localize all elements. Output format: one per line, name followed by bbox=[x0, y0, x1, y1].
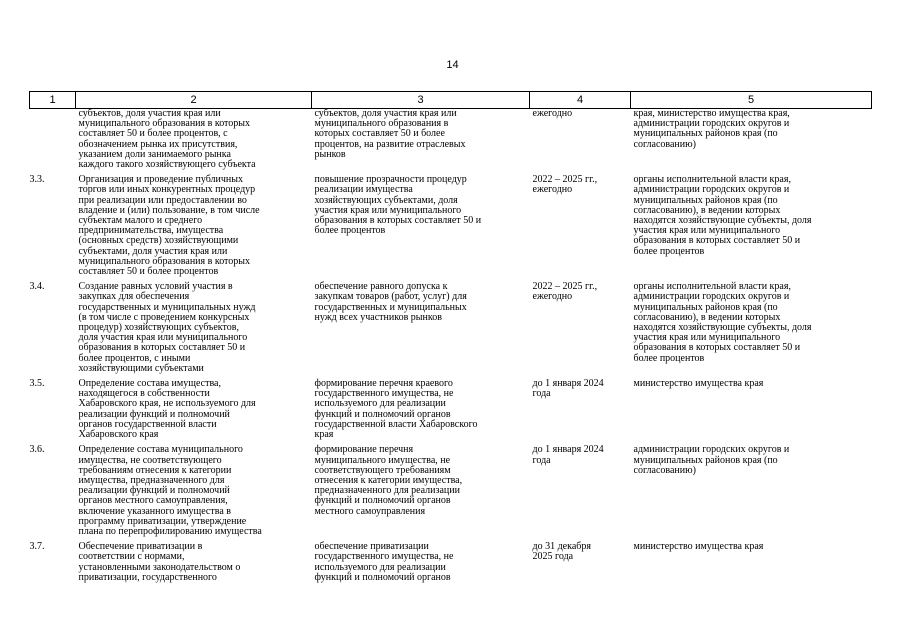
action-cell: Обеспечение приватизации в соответствии с нормами, установленными законодательством о приватизации, государственного bbox=[78, 541, 241, 583]
result-cell: обеспечение равного допуска к закупкам товаров (работ, услуг) для государственных и муниципальных нужд всех участников рынков bbox=[314, 281, 467, 323]
row-number: 3.7. bbox=[29, 541, 45, 553]
table-row bbox=[30, 445, 872, 542]
table-row bbox=[30, 109, 872, 176]
executor-cell: администрации городских округов и муниципальных районов края (по согласованию) bbox=[633, 444, 790, 476]
table-header-row bbox=[30, 92, 872, 109]
table-row bbox=[30, 542, 872, 588]
term-cell: ежегодно bbox=[532, 108, 573, 119]
result-cell: повышение прозрачности процедур реализации имущества хозяйствующих субъектами, доля участия края или муниципального образования в которых составляет 50 и более процентов bbox=[314, 174, 482, 237]
executor-cell: края, министерство имущества края, администрации городских округов и муниципальных районов края (по согласованию) bbox=[633, 108, 790, 150]
result-cell: формирование перечня краевого государственного имущества, не используемого для реализации функций и полномочий органов государственной власти Хабаровского края bbox=[314, 378, 478, 441]
action-cell: Определение состава муниципального имущества, не соответствующего требованиям отнесения к категории имущества, предназначенного для реализации функций и полномочий органов местного самоуправления, включение указанного имущества в программу приватизации, утверждение плана по перепрофилированию имущества bbox=[78, 444, 262, 537]
executor-cell: органы исполнительной власти края, администрации городских округов и муниципальных районов края (по согласованию), в ведении которых находятся хозяйствующие субъекты, доля участия края или муниципального образования в которых составляет 50 и более процентов bbox=[633, 281, 812, 364]
action-cell: Определение состава имущества, находящегося в собственности Хабаровского края, не используемого для реализации функций и полномочий органов государственной власти Хабаровского края bbox=[78, 378, 256, 441]
row-number bbox=[30, 109, 76, 176]
column-header: 5 bbox=[631, 92, 872, 109]
column-header: 3 bbox=[312, 92, 530, 109]
term-cell: 2022 – 2025 гг., ежегодно bbox=[532, 281, 598, 303]
result-cell: формирование перечня муниципального имущества, не соответствующего требованиям отнесения к категории имущества, предназначенного для реализации функций и полномочий органов местного самоуправления bbox=[314, 444, 463, 517]
table-row bbox=[30, 379, 872, 445]
measures-table bbox=[29, 91, 872, 588]
column-header: 1 bbox=[30, 92, 76, 109]
term-cell: до 1 января 2024 года bbox=[532, 378, 604, 400]
action-cell: Организация и проведение публичных торгов или иных конкурентных процедур при реализации или предоставлении во владение и (или) пользование, в том числе субъектам малого и среднего предпринимательства, имущества (основных средств) хозяйствующими субъектами, доля участия края или муниципального образования в которых составляет 50 и более процентов bbox=[78, 174, 260, 278]
row-number: 3.6. bbox=[29, 444, 45, 456]
column-header: 4 bbox=[530, 92, 631, 109]
column-header: 2 bbox=[76, 92, 312, 109]
row-number: 3.4. bbox=[29, 281, 45, 293]
page-number: 14 bbox=[446, 59, 459, 71]
table-row bbox=[30, 175, 872, 282]
executor-cell: министерство имущества края bbox=[633, 541, 764, 553]
result-cell: обеспечение приватизации государственного имущества, не используемого для реализации функций и полномочий органов bbox=[314, 541, 454, 583]
row-number: 3.3. bbox=[29, 174, 45, 186]
executor-cell: органы исполнительной власти края, администрации городских округов и муниципальных районов края (по согласованию), в ведении которых находятся хозяйствующие субъекты, доля участия края или муниципального образования в которых составляет 50 и более процентов bbox=[633, 174, 812, 257]
result-cell: субъектов, доля участия края или муниципального образования в которых составляет 50 и более процентов, на развитие отраслевых рынков bbox=[314, 108, 466, 160]
term-cell: до 1 января 2024 года bbox=[532, 444, 604, 466]
action-cell: Создание равных условий участия в закупках для обеспечения государственных и муниципальных нужд (в том числе с проведением конкурсных процедур) хозяйствующих субъектов, доля участия края или муниципального образования в которых составляет 50 и более процентов, с иными хозяйствующими субъектами bbox=[78, 281, 256, 374]
term-cell: до 31 декабря 2025 года bbox=[532, 541, 591, 563]
term-cell: 2022 – 2025 гг., ежегодно bbox=[532, 174, 598, 196]
row-number: 3.5. bbox=[29, 378, 45, 390]
executor-cell: министерство имущества края bbox=[633, 378, 764, 390]
action-cell: субъектов, доля участия края или муниципального образования в которых составляет 50 и более процентов, с обозначением рынка их присутствия, указанием доли занимаемого рынка каждого такого хозяйствующего субъекта bbox=[78, 108, 256, 171]
table-row bbox=[30, 282, 872, 379]
